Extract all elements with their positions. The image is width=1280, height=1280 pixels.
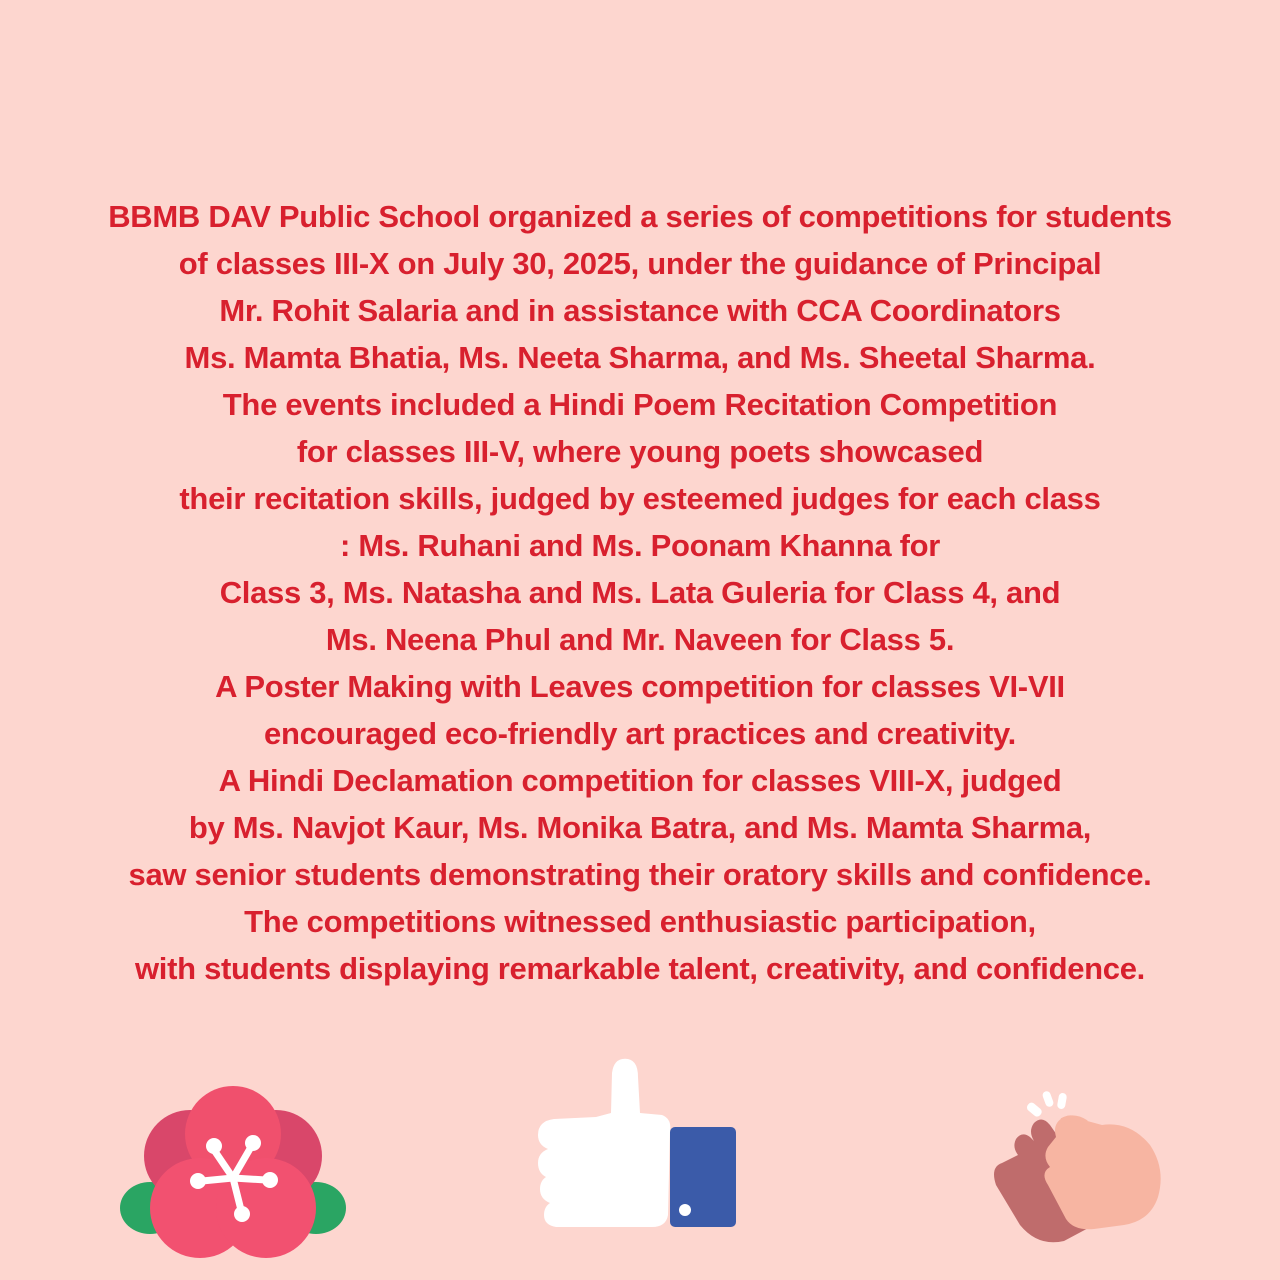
text-line: Ms. Mamta Bhatia, Ms. Neeta Sharma, and Ms. Sheetal Sharma. bbox=[184, 340, 1096, 375]
flower-icon bbox=[118, 1080, 348, 1270]
text-line: BBMB DAV Public School organized a series of competitions for students bbox=[108, 199, 1172, 234]
text-line: their recitation skills, judged by esteemed judges for each class bbox=[179, 481, 1101, 516]
text-line: Class 3, Ms. Natasha and Ms. Lata Guleria for Class 4, and bbox=[219, 575, 1061, 610]
announcement-text bbox=[0, 193, 1280, 992]
text-line: The events included a Hindi Poem Recitation Competition bbox=[222, 387, 1058, 422]
clapping-hand-icon bbox=[990, 1085, 1170, 1245]
text-line: for classes III-V, where young poets showcased bbox=[296, 434, 984, 469]
text-line: saw senior students demonstrating their oratory skills and confidence. bbox=[128, 857, 1152, 892]
text-line: Mr. Rohit Salaria and in assistance with CCA Coordinators bbox=[219, 293, 1061, 328]
text-line: encouraged eco-friendly art practices and creativity. bbox=[264, 716, 1016, 751]
text-line: A Poster Making with Leaves competition for classes VI-VII bbox=[215, 669, 1065, 704]
text-line: A Hindi Declamation competition for classes VIII-X, judged bbox=[218, 763, 1062, 798]
text-line: by Ms. Navjot Kaur, Ms. Monika Batra, and Ms. Mamta Sharma, bbox=[188, 810, 1092, 845]
text-line: Ms. Neena Phul and Mr. Naveen for Class 5. bbox=[325, 622, 955, 657]
text-line: The competitions witnessed enthusiastic participation, bbox=[244, 904, 1036, 939]
text-line: with students displaying remarkable talent, creativity, and confidence. bbox=[134, 951, 1145, 986]
thumbs-up-icon bbox=[536, 1055, 741, 1230]
text-line: of classes III-X on July 30, 2025, under the guidance of Principal bbox=[178, 246, 1102, 281]
text-line: : Ms. Ruhani and Ms. Poonam Khanna for bbox=[339, 528, 941, 563]
